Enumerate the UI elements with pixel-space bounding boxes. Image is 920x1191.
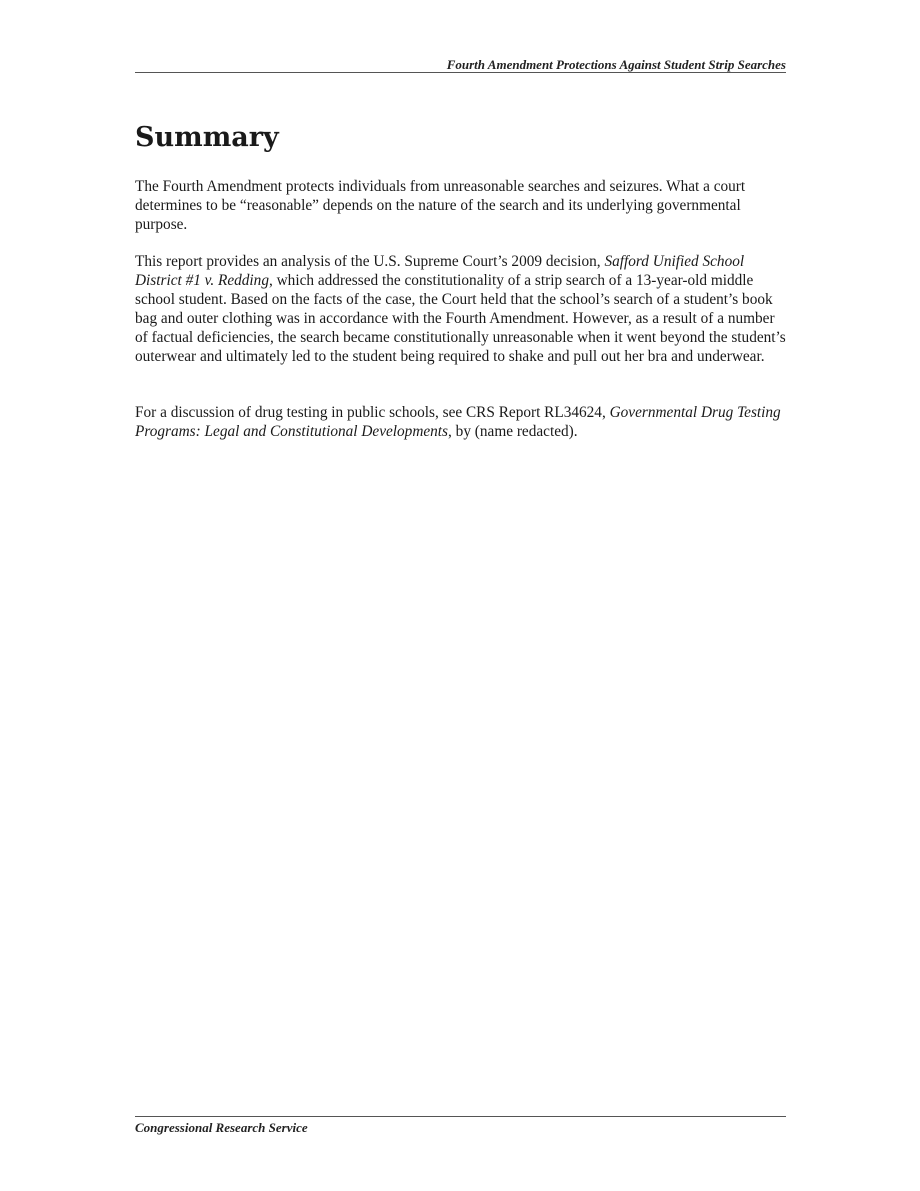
summary-paragraph-1: The Fourth Amendment protects individuals from unreasonable searches and seizures. What a court determines to be “reasonable” depends on the nature of the search and its underlying governmental purpose. xyxy=(135,178,746,233)
running-footer: Congressional Research Service xyxy=(135,1120,308,1135)
paragraph-text: For a discussion of drug testing in public schools, see CRS Report RL34624, xyxy=(135,404,610,421)
running-header: Fourth Amendment Protections Against Student Strip Searches xyxy=(446,57,786,72)
case-name: Safford Unified School District #1 v. Redding xyxy=(135,253,745,289)
paragraph-text: This report provides an analysis of the U.S. Supreme Court’s 2009 decision, xyxy=(135,253,605,270)
section-heading-summary: Summary xyxy=(135,122,279,153)
footer-rule xyxy=(135,1116,786,1117)
summary-paragraph-2 xyxy=(135,252,787,366)
header-rule xyxy=(135,72,786,73)
paragraph-text: , by (name redacted). xyxy=(448,423,578,440)
paragraph-text: , which addressed the constitutionality of a strip search of a 13-year-old middle school student. Based on the facts of the case, the Court held that the school’s search of a student’s book bag and outer clothing was in accordance with the Fourth Amendment. However, as a result of a number of factual deficiencies, the search became constitutionally unreasonable when it went beyond the student’s outerwear and ultimately led to the student being required to shake and pull out her bra and underwear. xyxy=(135,272,786,365)
report-title: Governmental Drug Testing Programs: Legal and Constitutional Developments xyxy=(135,404,781,440)
summary-paragraph-3 xyxy=(135,403,787,441)
